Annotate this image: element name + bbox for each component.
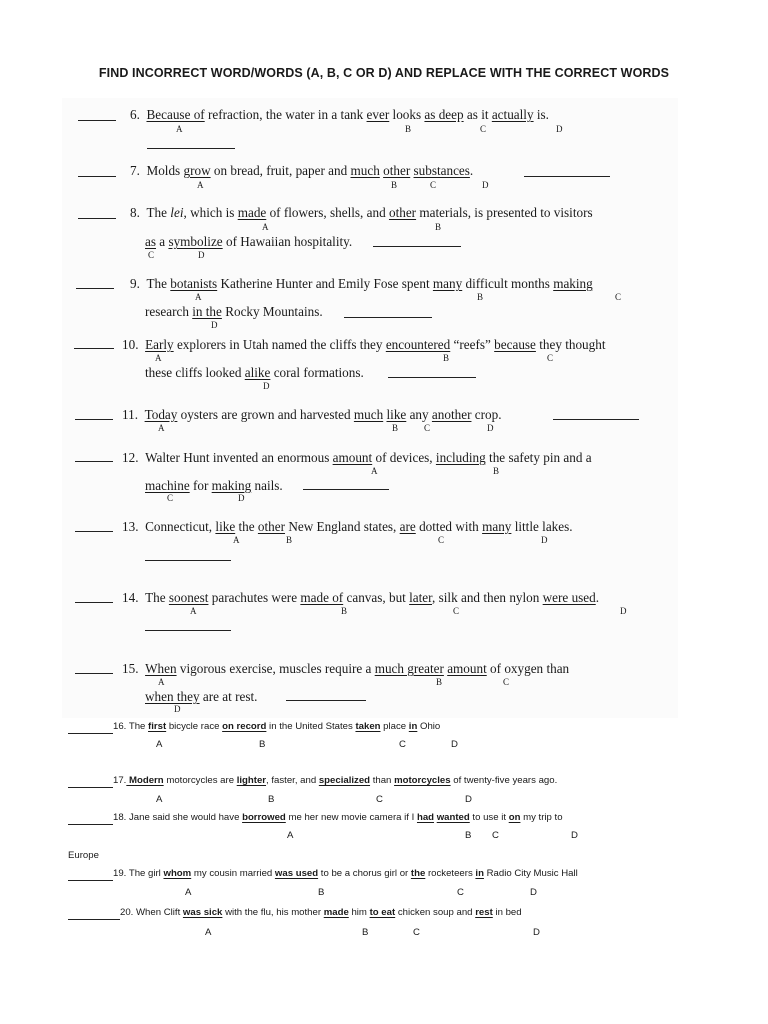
correction-blank[interactable] [147, 148, 235, 149]
text-segment: 18. Jane said she would have [113, 812, 243, 823]
underlined-option: Modern [126, 775, 164, 786]
question-text [130, 163, 473, 179]
text-segment: The [145, 590, 169, 605]
text-segment: difficult months [462, 276, 554, 291]
text-segment: little lakes. [511, 519, 573, 534]
text-segment: parachutes were [208, 590, 301, 605]
underlined-option: another [431, 407, 472, 422]
option-label: B [362, 927, 369, 938]
text-segment: a [156, 234, 169, 249]
underlined-option: had [416, 812, 435, 823]
underlined-option: were used [542, 590, 596, 605]
option-label: D [174, 704, 181, 714]
text-segment: explorers in Utah named the cliffs they [173, 337, 386, 352]
text-segment: the [235, 519, 258, 534]
underlined-option: Early [145, 337, 174, 352]
option-label: D [556, 124, 563, 134]
underlined-option: in the [192, 304, 222, 319]
option-label: A [156, 794, 163, 805]
text-segment: the safety pin and a [485, 450, 592, 465]
option-label: B [259, 739, 266, 750]
underlined-option: wanted [436, 812, 470, 823]
underlined-option: borrowed [242, 812, 286, 823]
answer-blank[interactable] [76, 288, 114, 289]
correction-blank[interactable] [145, 630, 231, 631]
option-label: A [262, 222, 269, 232]
text-segment: rocketeers [425, 868, 476, 879]
text-segment: they thought [535, 337, 606, 352]
option-label: D [541, 535, 548, 545]
text-segment: are at rest. [199, 689, 258, 704]
text-segment: 11. [122, 407, 138, 422]
option-label: A [155, 353, 162, 363]
text-segment: in bed [492, 907, 522, 918]
text-segment: refraction, the water in a tank [204, 107, 367, 122]
answer-blank[interactable] [78, 120, 116, 121]
underlined-option: the [410, 868, 426, 879]
option-label: D [482, 180, 489, 190]
option-label: D [451, 739, 458, 750]
option-label: B [405, 124, 412, 134]
text-segment: as it [463, 107, 492, 122]
underlined-option: making [211, 478, 252, 493]
option-label: C [457, 887, 464, 898]
text-segment: of flowers, shells, and [266, 205, 389, 220]
text-segment: . [595, 590, 600, 605]
text-segment: crop. [471, 407, 502, 422]
option-label: D [620, 606, 627, 616]
underlined-option: lighter [236, 775, 267, 786]
text-segment: to be a chorus girl or [318, 868, 411, 879]
question-text [130, 107, 549, 123]
text-segment: 14. [122, 590, 139, 605]
text-segment: 19. The girl [113, 868, 164, 879]
worksheet-title: FIND INCORRECT WORD/WORDS (A, B, C OR D) AND REPLACE WITH THE CORRECT WORDS [98, 66, 670, 80]
underlined-option: first [148, 721, 167, 732]
question-text [122, 519, 573, 535]
text-segment: Radio City Music Hall [483, 868, 578, 879]
underlined-option: much [350, 163, 380, 178]
underlined-option: taken [355, 721, 381, 732]
underlined-option: rest [475, 907, 493, 918]
underlined-option: encountered [385, 337, 451, 352]
text-segment: , faster, and [266, 775, 319, 786]
underlined-option: Today [144, 407, 178, 422]
answer-blank[interactable] [68, 880, 113, 881]
answer-blank[interactable] [75, 531, 113, 532]
option-label: B [477, 292, 484, 302]
text-segment: lei [170, 205, 184, 220]
question-text [120, 907, 522, 918]
underlined-option: in [408, 721, 418, 732]
text-segment: nails. [251, 478, 283, 493]
correction-blank[interactable] [524, 176, 610, 177]
text-segment: looks [389, 107, 425, 122]
text-segment: canvas, but [343, 590, 410, 605]
text-segment: of twenty-five years ago. [450, 775, 558, 786]
text-segment: is. [533, 107, 549, 122]
question-text [122, 661, 569, 677]
option-label: D [263, 381, 270, 391]
text-segment: in the United States [266, 721, 356, 732]
text-segment: for [189, 478, 212, 493]
text-segment: 10. [122, 337, 139, 352]
underlined-option: amount [332, 450, 373, 465]
text-segment: 8. [130, 205, 140, 220]
question-text [113, 721, 440, 732]
text-segment: materials, is presented to visitors [416, 205, 593, 220]
text-segment: me her new movie camera if I [285, 812, 417, 823]
underlined-option: because [494, 337, 536, 352]
text-segment: these cliffs looked [145, 365, 245, 380]
underlined-option: as deep [424, 107, 464, 122]
underlined-option: when they [145, 689, 200, 704]
underlined-option: much [353, 407, 384, 422]
option-label: B [493, 466, 500, 476]
text-segment: The [146, 276, 171, 291]
option-label: A [190, 606, 197, 616]
question-text [122, 407, 502, 423]
underlined-option: ever [366, 107, 390, 122]
underlined-option: symbolize [168, 234, 223, 249]
text-segment: my trip to [520, 812, 563, 823]
underlined-option: motorcycles [394, 775, 451, 786]
question-text [113, 868, 578, 879]
underlined-option: other [383, 163, 411, 178]
correction-blank[interactable] [286, 700, 366, 701]
text-segment: , which is [183, 205, 238, 220]
text-segment: bicycle race [166, 721, 223, 732]
text-segment: “reefs” [450, 337, 495, 352]
option-label: D [530, 887, 537, 898]
text-segment: him [348, 907, 370, 918]
text-segment: motorcycles are [163, 775, 237, 786]
answer-blank[interactable] [78, 218, 116, 219]
text-segment: chicken soup and [395, 907, 476, 918]
underlined-option: to eat [369, 907, 396, 918]
option-label: C [413, 927, 420, 938]
option-label: C [424, 423, 431, 433]
option-label: C [399, 739, 406, 750]
option-label: C [453, 606, 460, 616]
option-label: A [371, 466, 378, 476]
underlined-option: on [508, 812, 521, 823]
underlined-option: making [553, 276, 593, 291]
underlined-option: like [386, 407, 407, 422]
option-label: D [533, 927, 540, 938]
text-segment: any [406, 407, 432, 422]
question-text [145, 478, 283, 494]
underlined-option: was used [274, 868, 319, 879]
underlined-option: substances [413, 163, 470, 178]
text-segment: 9. [130, 276, 140, 291]
option-label: D [211, 320, 218, 330]
option-label: A [197, 180, 204, 190]
option-label: A [158, 677, 165, 687]
text-segment: Katherine Hunter and Emily Fose spent [217, 276, 433, 291]
correction-blank[interactable] [373, 246, 461, 247]
text-segment: of devices, [372, 450, 436, 465]
option-label: C [547, 353, 554, 363]
text-segment: 6. [130, 107, 140, 122]
text-segment: 20. When Clift [120, 907, 183, 918]
text-segment: 17. [113, 775, 127, 786]
answer-blank[interactable] [78, 176, 116, 177]
option-label: C [492, 830, 499, 841]
option-label: A [185, 887, 192, 898]
text-segment: 7. [130, 163, 140, 178]
option-label: A [205, 927, 212, 938]
option-label: C [615, 292, 622, 302]
option-label: D [238, 493, 245, 503]
text-segment: than [370, 775, 395, 786]
text-segment: 12. [122, 450, 139, 465]
underlined-option: other [257, 519, 286, 534]
option-label: D [198, 250, 205, 260]
text-segment: of oxygen than [486, 661, 570, 676]
underlined-option: was sick [182, 907, 223, 918]
question-text [113, 812, 563, 823]
underlined-option: When [145, 661, 177, 676]
correction-blank[interactable] [344, 317, 432, 318]
option-label: C [376, 794, 383, 805]
question-text [145, 234, 352, 250]
underlined-option: actually [491, 107, 534, 122]
text-segment: Walter Hunt invented an enormous [145, 450, 333, 465]
underlined-option: alike [244, 365, 271, 380]
question-text [113, 775, 557, 786]
option-label: C [167, 493, 174, 503]
underlined-option: are [399, 519, 416, 534]
text-segment: . [469, 163, 474, 178]
underlined-option: many [482, 519, 512, 534]
answer-blank[interactable] [74, 348, 114, 349]
question-text [145, 304, 323, 320]
option-label: A [156, 739, 163, 750]
text-segment: Ohio [417, 721, 441, 732]
option-label: A [158, 423, 165, 433]
question-text [122, 337, 606, 353]
option-label: A [176, 124, 183, 134]
underlined-option: amount [447, 661, 487, 676]
text-segment: place [380, 721, 409, 732]
text-segment: to use it [469, 812, 509, 823]
option-label: B [392, 423, 399, 433]
question-text [130, 276, 593, 292]
question-text [122, 450, 592, 466]
underlined-option: whom [163, 868, 192, 879]
option-label: D [465, 794, 472, 805]
underlined-option: on record [222, 721, 267, 732]
option-label: C [480, 124, 487, 134]
underlined-option: Because of [146, 107, 205, 122]
option-label: B [391, 180, 398, 190]
text-segment: 13. [122, 519, 139, 534]
underlined-option: made [323, 907, 349, 918]
underlined-option: grow [183, 163, 211, 178]
option-label: A [233, 535, 240, 545]
option-label: B [443, 353, 450, 363]
option-label: A [287, 830, 294, 841]
text-segment: dotted with [415, 519, 483, 534]
option-label: C [438, 535, 445, 545]
underlined-option: like [215, 519, 236, 534]
answer-blank[interactable] [75, 602, 113, 603]
underlined-option: in [475, 868, 484, 879]
question-text [145, 689, 257, 705]
correction-blank[interactable] [145, 560, 231, 561]
option-label: B [268, 794, 275, 805]
option-label: C [430, 180, 437, 190]
option-label: B [465, 830, 472, 841]
option-label: A [195, 292, 202, 302]
underlined-option: made [237, 205, 267, 220]
option-label: C [503, 677, 510, 687]
underlined-option: including [435, 450, 486, 465]
question-text [145, 365, 364, 381]
underlined-option: many [432, 276, 463, 291]
question-text [130, 205, 593, 221]
question-text [122, 590, 599, 606]
text-segment: The [146, 205, 171, 220]
answer-blank[interactable] [68, 733, 113, 734]
answer-blank[interactable] [75, 419, 113, 420]
option-label: B [435, 222, 442, 232]
underlined-option: machine [145, 478, 190, 493]
text-segment: Connecticut, [145, 519, 216, 534]
option-label: B [436, 677, 443, 687]
continuation-text: Europe [68, 850, 99, 861]
option-label: B [318, 887, 325, 898]
correction-blank[interactable] [303, 489, 389, 490]
text-segment: vigorous exercise, muscles require a [176, 661, 375, 676]
option-label: B [341, 606, 348, 616]
text-segment: of Hawaiian hospitality. [222, 234, 353, 249]
text-segment: Rocky Mountains. [221, 304, 323, 319]
answer-blank[interactable] [68, 787, 113, 788]
text-segment: , silk and then nylon [432, 590, 543, 605]
option-label: D [571, 830, 578, 841]
option-label: D [487, 423, 494, 433]
text-segment: 15. [122, 661, 139, 676]
text-segment: my cousin married [191, 868, 275, 879]
underlined-option: made of [300, 590, 344, 605]
underlined-option: as [145, 234, 156, 249]
option-label: B [286, 535, 293, 545]
answer-blank[interactable] [68, 824, 113, 825]
underlined-option: much greater [374, 661, 444, 676]
underlined-option: specialized [318, 775, 371, 786]
answer-blank[interactable] [68, 919, 120, 920]
text-segment: Molds [146, 163, 184, 178]
answer-blank[interactable] [75, 673, 113, 674]
text-segment: with the flu, his mother [222, 907, 324, 918]
correction-blank[interactable] [388, 377, 476, 378]
underlined-option: other [388, 205, 417, 220]
text-segment: New England states, [285, 519, 400, 534]
correction-blank[interactable] [553, 419, 639, 420]
text-segment: coral formations. [270, 365, 364, 380]
underlined-option: soonest [168, 590, 209, 605]
text-segment: oysters are grown and harvested [177, 407, 354, 422]
underlined-option: botanists [170, 276, 218, 291]
text-segment: research [145, 304, 193, 319]
text-segment: 16. The [113, 721, 149, 732]
text-segment: on bread, fruit, paper and [210, 163, 351, 178]
underlined-option: later [409, 590, 433, 605]
answer-blank[interactable] [75, 461, 113, 462]
option-label: C [148, 250, 155, 260]
